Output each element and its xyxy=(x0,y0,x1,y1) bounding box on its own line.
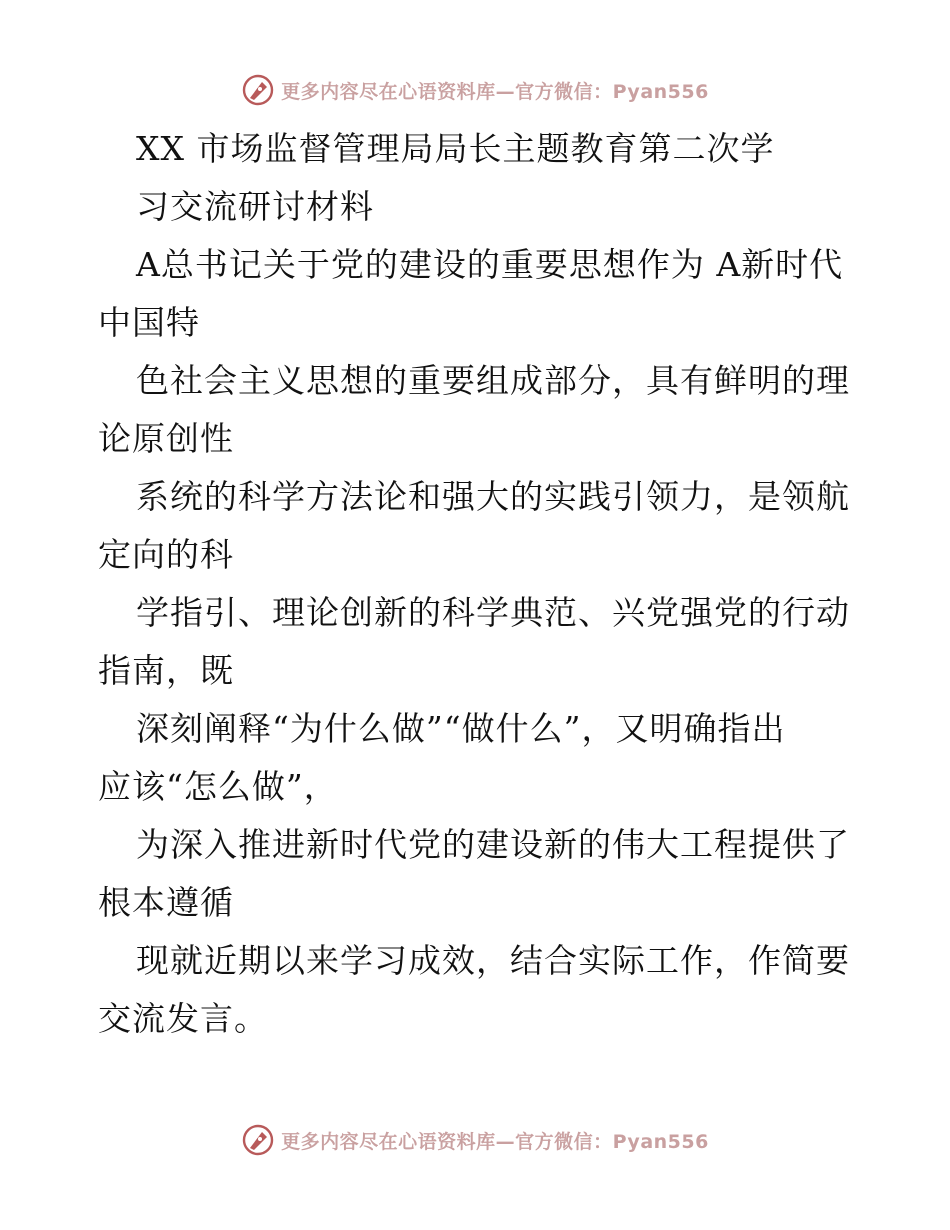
document-title-line-2: 习交流研讨材料 xyxy=(136,187,374,226)
body-line: 指南，既 xyxy=(98,651,234,690)
body-line: 为深入推进新时代党的建设新的伟大工程提供了 xyxy=(136,825,850,864)
body-line: 学指引、理论创新的科学典范、兴党强党的行动 xyxy=(136,593,850,632)
document-body xyxy=(98,120,858,1048)
body-line: 中国特 xyxy=(98,303,200,342)
body-line: 现就近期以来学习成效，结合实际工作，作简要 xyxy=(136,941,850,980)
document-title-line-1: XX 市场监督管理局局长主题教育第二次学 xyxy=(136,129,775,168)
body-line: 深刻阐释“为什么做”“做什么”，又明确指出 xyxy=(136,709,786,748)
watermark-text: 更多内容尽在心语资料库—官方微信：Pyan556 xyxy=(281,1130,709,1153)
pen-nib-logo-icon xyxy=(241,1123,275,1157)
pen-nib-logo-icon xyxy=(241,73,275,107)
watermark-text: 更多内容尽在心语资料库—官方微信：Pyan556 xyxy=(281,80,709,103)
body-line: 系统的科学方法论和强大的实践引领力，是领航 xyxy=(136,477,850,516)
body-line: 交流发言。 xyxy=(98,999,268,1038)
body-line: 根本遵循 xyxy=(98,883,234,922)
footer-watermark-banner xyxy=(0,1120,950,1160)
body-line: 应该“怎么做”， xyxy=(98,767,338,806)
document-paragraph xyxy=(98,236,858,1048)
header-watermark-banner xyxy=(0,70,950,110)
body-line: 论原创性 xyxy=(98,419,234,458)
body-line: 色社会主义思想的重要组成部分，具有鲜明的理 xyxy=(136,361,850,400)
body-line: A总书记关于党的建设的重要思想作为 A新时代 xyxy=(136,245,844,284)
body-line: 定向的科 xyxy=(98,535,234,574)
